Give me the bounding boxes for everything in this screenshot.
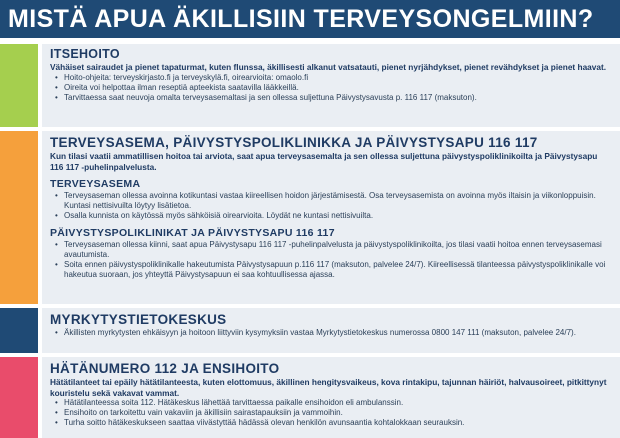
- myrkytys-heading: MYRKYTYSTIETOKESKUS: [50, 312, 227, 327]
- page-title: MISTÄ APUA ÄKILLISIIN TERVEYSONGELMIIN?: [8, 5, 594, 33]
- list-item: • Osalla kunnista on käytössä myös sähköisiä oirearvioita. Löydät ne kuntasi nettisivuilta.: [64, 211, 612, 221]
- itsehoito-lead: Vähäiset sairaudet ja pienet tapaturmat, kuten flunssa, äkillisesti alkanut vatsatauti, pienet nyrjähdykset, pienet revähdykset ja pienet haavat.: [50, 62, 607, 72]
- header-banner: [0, 0, 620, 38]
- terveysasema-section: [42, 131, 620, 304]
- terveysasema-lead: Kun tilasi vaatii ammatillisen hoitoa tai arviota, saat apua terveysasemalta ja sen ollessa suljettuna päivystyspoliklinikoilta ja Päivystysapu 116 117 -puhelinpalvelusta.: [50, 151, 598, 172]
- list-item: • Turha soitto hätäkeskukseen saattaa viivästyttää hädässä olevan henkilön avunsaantia kohtalokkaan seurauksin.: [64, 418, 612, 428]
- itsehoito-section: [42, 44, 620, 127]
- list-item: • Äkillisten myrkytysten ehkäisyyn ja hoitoon liittyviin kysymyksiin vastaa Myrkytystietokeskus numerossa 0800 147 111 (maksuton, palvelee 24/7).: [64, 328, 612, 338]
- list-item: • Hoito-ohjeita: terveyskirjasto.fi ja terveyskylä.fi, oirearvioita: omaolo.fi: [64, 73, 612, 83]
- hatanumero-heading: HÄTÄNUMERO 112 JA ENSIHOITO: [50, 361, 280, 376]
- itsehoito-color-stripe: [0, 44, 38, 127]
- hatanumero-lead: Hätätilanteet tai epäily hätätilanteesta, kuten elottomuus, äkillinen hengitysvaikeus, kova rintakipu, tajunnan häiriöt, halvausoireet, pitkittynyt kouristelu sekä vakavat vammat.: [50, 377, 607, 398]
- terveysasema-list: [50, 191, 612, 221]
- hatanumero-section: [42, 357, 620, 438]
- list-item: • Ensihoito on tarkoitettu vain vakaviin ja äkillisiin sairastapauksiin ja vammoihin.: [64, 408, 612, 418]
- terveysasema-color-stripe: [0, 131, 38, 304]
- list-item: • Tarvittaessa saat neuvoja omalta terveysasemaltasi ja sen ollessa suljettuna Päivystysavusta p. 116 117 (maksuton).: [64, 93, 612, 103]
- itsehoito-heading: ITSEHOITO: [50, 47, 120, 61]
- hatanumero-list: [50, 398, 612, 428]
- list-item: • Soita ennen päivystyspoliklinikalle hakeutumista Päivystysapuun p.116 117 (maksuton, palvelee 24/7). Kiireellisessä tilanteessa päivystyspoliklinikalle voi hakeutua suoraan, jos yhteyttä Päivystysapuun ei saa kohtuullisessa ajassa.: [64, 260, 612, 280]
- itsehoito-list: [50, 73, 612, 103]
- terveysasema-subheading: TERVEYSASEMA: [50, 178, 141, 190]
- paivystys-list: [50, 240, 612, 280]
- list-item: • Terveysaseman ollessa kiinni, saat apua Päivystysapu 116 117 -puhelinpalvelusta ja päivystyspoliklinikoilta, jos tilasi vaatii hoitoa ennen terveysasemasi avautumista.: [64, 240, 612, 260]
- list-item: • Oireita voi helpottaa ilman reseptiä apteekista saatavilla lääkkeillä.: [64, 83, 612, 93]
- terveysasema-heading: TERVEYSASEMA, PÄIVYSTYSPOLIKLINIKKA JA PÄIVYSTYSAPU 116 117: [50, 135, 538, 150]
- list-item: • Hätätilanteessa soita 112. Hätäkeskus lähettää tarvittaessa paikalle ensihoidon eli ambulanssin.: [64, 398, 612, 408]
- paivystys-subheading: PÄIVYSTYSPOLIKLINIKAT JA PÄIVYSTYSAPU 116 117: [50, 227, 335, 239]
- myrkytys-section: [42, 308, 620, 353]
- myrkytys-list: [50, 328, 612, 338]
- list-item: • Terveysaseman ollessa avoinna kotikuntasi vastaa kiireellisen hoidon järjestämisestä. Osa terveysasemista on avoinna myös iltaisin ja viikonloppuisin. Kuntasi nettisivuilta löytyy lisätietoa.: [64, 191, 612, 211]
- hatanumero-color-stripe: [0, 357, 38, 438]
- myrkytys-color-stripe: [0, 308, 38, 353]
